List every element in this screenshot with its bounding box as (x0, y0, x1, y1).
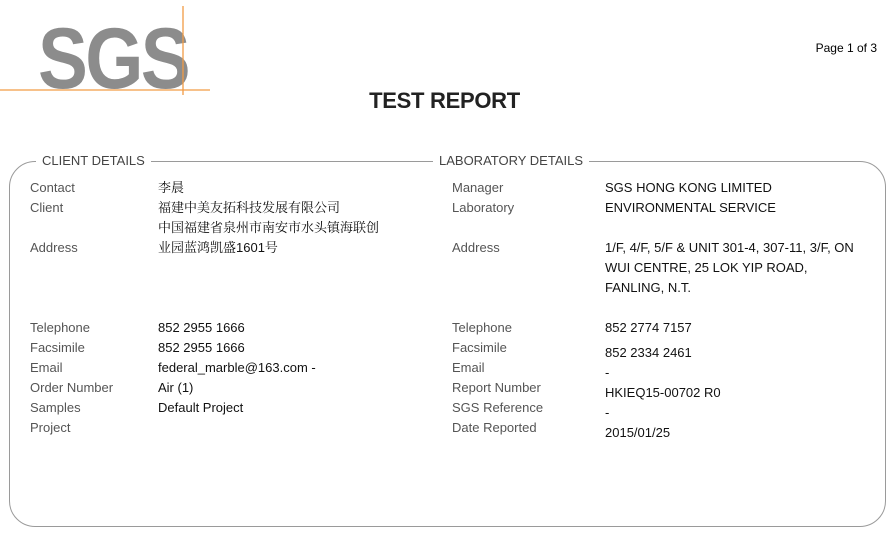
order-number-label: Order Number (30, 380, 114, 395)
manager-label: Manager (452, 180, 504, 195)
lab-address-value-line3: FANLING, N.T. (605, 280, 691, 295)
date-reported-value: 2015/01/25 (605, 425, 671, 440)
lab-address-label: Address (452, 240, 500, 255)
lab-email-label: Email (452, 360, 485, 375)
date-reported-label: Date Reported (452, 420, 537, 435)
lab-address-value-line1: 1/F, 4/F, 5/F & UNIT 301-4, 307-11, 3/F, ON (605, 240, 854, 255)
laboratory-details-heading: LABORATORY DETAILS (433, 153, 589, 168)
header-rule (166, 161, 434, 162)
svg-text:SGS: SGS (38, 11, 188, 95)
manager-value: SGS HONG KONG LIMITED (605, 180, 772, 195)
client-value-line1: 福建中美友拓科技发展有限公司 (158, 200, 341, 215)
client-email-label: Email (30, 360, 63, 375)
client-value-line2: 中国福建省泉州市南安市水头镇海联创 (158, 220, 380, 235)
client-telephone-value: 852 2955 1666 (158, 320, 245, 335)
laboratory-value: ENVIRONMENTAL SERVICE (605, 200, 776, 215)
report-number-label: Report Number (452, 380, 541, 395)
lab-address-value-line2: WUI CENTRE, 25 LOK YIP ROAD, (605, 260, 808, 275)
project-label: Project (30, 420, 71, 435)
lab-facsimile-label: Facsimile (452, 340, 507, 355)
client-label: Client (30, 200, 64, 215)
sgs-reference-value: - (605, 405, 610, 420)
client-facsimile-value: 852 2955 1666 (158, 340, 245, 355)
contact-value: 李晨 (158, 180, 185, 195)
samples-label: Samples (30, 400, 81, 415)
client-details-heading: CLIENT DETAILS (36, 153, 151, 168)
client-telephone-label: Telephone (30, 320, 90, 335)
laboratory-label: Laboratory (452, 200, 515, 215)
report-number-value: HKIEQ15-00702 R0 (605, 385, 721, 400)
contact-label: Contact (30, 180, 75, 195)
client-facsimile-label: Facsimile (30, 340, 85, 355)
report-title: TEST REPORT (369, 88, 520, 113)
lab-email-value: - (605, 365, 610, 380)
lab-telephone-value: 852 2774 7157 (605, 320, 692, 335)
client-address-value: 业园蓝鸿凯盛1601号 (158, 240, 278, 255)
sgs-logo (0, 0, 215, 95)
lab-telephone-label: Telephone (452, 320, 512, 335)
lab-facsimile-value: 852 2334 2461 (605, 345, 692, 360)
sgs-reference-label: SGS Reference (452, 400, 544, 415)
client-address-label: Address (30, 240, 78, 255)
page-number: Page 1 of 3 (815, 41, 877, 55)
samples-value: Default Project (158, 400, 244, 415)
order-number-value: Air (1) (158, 380, 194, 395)
client-email-value: federal_marble@163.com - (158, 360, 316, 375)
